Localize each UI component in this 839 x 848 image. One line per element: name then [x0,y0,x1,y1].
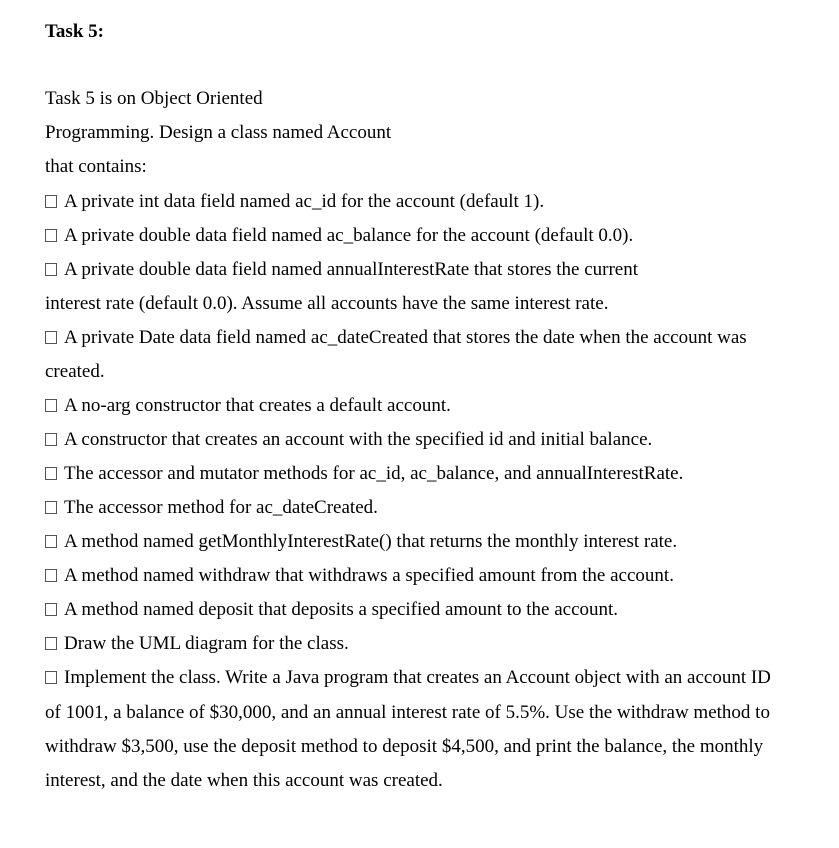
list-item-continuation: created. [45,361,105,382]
checkbox-icon [45,535,57,548]
checkbox-icon [45,671,57,684]
list-item [45,258,638,282]
list-item-text: A method named deposit that deposits a specified amount to the account. [64,599,619,620]
list-item [45,428,652,452]
list-item-text: The accessor and mutator methods for ac_id, ac_balance, and annualInterestRate. [64,463,684,484]
list-item [45,394,451,418]
list-item [45,598,618,622]
checkbox-icon [45,569,57,582]
intro-line: Task 5 is on Object Oriented [45,88,263,109]
list-item [45,496,378,520]
paragraph-line: interest, and the date when this account was created. [45,770,443,791]
intro-line: Programming. Design a class named Account [45,122,392,143]
list-item-text: A private Date data field named ac_dateCreated that stores the date when the account was [64,327,747,348]
list-item [45,190,544,214]
checkbox-icon [45,195,57,208]
checkbox-icon [45,433,57,446]
list-item-text: A constructor that creates an account with the specified id and initial balance. [64,429,653,450]
list-item [45,530,677,554]
paragraph-line: of 1001, a balance of $30,000, and an annual interest rate of 5.5%. Use the withdraw method to [45,702,770,723]
list-item-text: A method named withdraw that withdraws a specified amount from the account. [64,565,674,586]
checkbox-icon [45,637,57,650]
list-item [45,326,747,350]
checkbox-icon [45,467,57,480]
list-item [45,462,683,486]
checkbox-icon [45,229,57,242]
checkbox-icon [45,331,57,344]
list-item-text: A no-arg constructor that creates a default account. [64,395,451,416]
checkbox-icon [45,263,57,276]
list-item-text: A private int data field named ac_id for the account (default 1). [64,191,545,212]
list-item [45,666,771,690]
list-item-text: The accessor method for ac_dateCreated. [64,497,378,518]
list-item-text: Implement the class. Write a Java program that creates an Account object with an account ID [64,667,771,688]
paragraph-line: withdraw $3,500, use the deposit method to deposit $4,500, and print the balance, the monthly [45,736,764,757]
checkbox-icon [45,399,57,412]
list-item [45,564,674,588]
list-item-text: A method named getMonthlyInterestRate() that returns the monthly interest rate. [64,531,678,552]
checkbox-icon [45,501,57,514]
list-item-text: A private double data field named ac_balance for the account (default 0.0). [64,225,634,246]
list-item-continuation: interest rate (default 0.0). Assume all accounts have the same interest rate. [45,293,609,314]
list-item-text: Draw the UML diagram for the class. [64,633,349,654]
checkbox-icon [45,603,57,616]
list-item [45,224,633,248]
list-item-text: A private double data field named annualInterestRate that stores the current [64,259,639,280]
list-item [45,632,349,656]
task-heading: Task 5: [45,21,104,42]
intro-line: that contains: [45,156,147,177]
